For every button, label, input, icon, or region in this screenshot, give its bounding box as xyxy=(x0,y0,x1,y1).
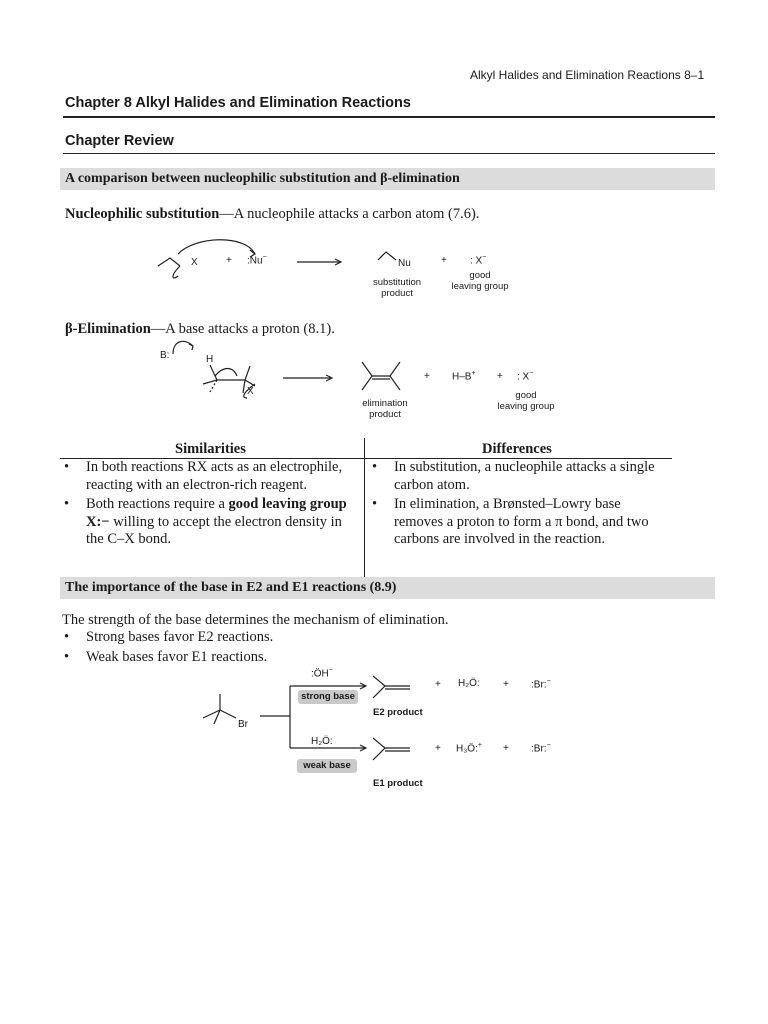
elim-beta: β xyxy=(65,321,73,337)
substitution-x: X xyxy=(191,257,198,268)
difference-item-2: • In elimination, a Brønsted–Lowry base removes a proton to form a π bond, and two carbons are involved in the reaction. xyxy=(370,496,670,549)
similarity-2-pre: Both reactions require a xyxy=(86,496,229,512)
elim-leaving-group xyxy=(517,370,533,382)
elim-cap-1: elimination xyxy=(362,398,408,409)
elim-lg-cap-1: good xyxy=(515,390,537,401)
nucleophile-attack-arrow xyxy=(178,240,255,254)
hydronium-charge: + xyxy=(477,742,482,749)
alkene-product-structure xyxy=(360,360,410,395)
nucleophile xyxy=(247,254,267,266)
elimination-plus-2: + xyxy=(497,371,503,382)
sub-lg-cap-1: good xyxy=(469,270,491,281)
elim-leaving-label: : X xyxy=(517,371,530,383)
e1-bromide-charge: − xyxy=(546,742,551,749)
similarities-header: Similarities xyxy=(175,441,246,457)
substitution-text: —A nucleophile attacks a carbon atom (7.6). xyxy=(219,206,480,222)
elimination-label: -Elimination xyxy=(72,321,151,337)
conjugate-acid xyxy=(452,370,476,382)
leaving-x-label: : X xyxy=(470,255,483,267)
base-bullet-1: • Strong bases favor E2 reactions. xyxy=(62,629,562,647)
differences-header: Differences xyxy=(482,441,552,457)
base-b: B: xyxy=(160,350,170,361)
elim-leaving-charge: − xyxy=(529,370,534,377)
weak-base-tag: weak base xyxy=(297,759,357,773)
section-title: Chapter Review xyxy=(65,133,174,149)
elimination-text: —A base attacks a proton (8.1). xyxy=(150,321,335,337)
comparison-heading xyxy=(65,171,460,187)
leaving-group-x xyxy=(470,254,486,266)
base-intro: The strength of the base determines the mechanism of elimination. xyxy=(62,612,449,628)
elim-cap-2: product xyxy=(369,409,401,420)
substitution-leaving-caption xyxy=(444,270,516,292)
product-nu: Nu xyxy=(398,258,411,269)
substitution-plus-2: + xyxy=(441,255,447,266)
nucleophile-label: :Nu xyxy=(247,255,263,267)
differences-list xyxy=(370,459,670,551)
e2-bromide xyxy=(531,678,551,690)
elimination-leaving-caption xyxy=(490,390,562,412)
elimination-plus-1: + xyxy=(424,371,430,382)
strong-base-reagent xyxy=(311,667,333,679)
elimination-x: X xyxy=(247,386,254,397)
substrate-br: Br xyxy=(238,719,248,730)
conj-acid-label: H–B xyxy=(452,371,472,383)
nucleophile-charge: − xyxy=(262,254,267,261)
base-attack-arrow xyxy=(173,341,193,354)
e2-plus-1: + xyxy=(435,679,441,690)
sub-cap-2: product xyxy=(381,288,413,299)
hydroxide-label: :ÖH xyxy=(311,668,329,680)
section-rule xyxy=(63,153,715,154)
ch-bond-arrow xyxy=(215,369,237,377)
sub-lg-cap-2: leaving group xyxy=(451,281,509,292)
similarity-2-bold: good leaving group X:− xyxy=(86,496,347,530)
weak-base-reagent: H₂Ö: xyxy=(311,736,333,747)
base-heading: The importance of the base in E2 and E1 reactions (8.9) xyxy=(65,580,397,595)
strong-base-tag: strong base xyxy=(298,690,358,704)
e2-bromide-label: :Br: xyxy=(531,679,547,691)
chapter-rule xyxy=(63,116,715,118)
table-column-divider xyxy=(364,438,365,578)
base-bullet-2: • Weak bases favor E1 reactions. xyxy=(62,649,562,667)
comparison-heading-suffix: -elimination xyxy=(387,171,460,186)
e1-plus-1: + xyxy=(435,743,441,754)
elim-lg-cap-2: leaving group xyxy=(497,401,555,412)
conj-acid-charge: + xyxy=(471,370,476,377)
sub-cap-1: substitution xyxy=(372,277,422,288)
comparison-heading-text: A comparison between nucleophilic substitution and xyxy=(65,171,381,186)
e2-water: H₂Ö: xyxy=(458,678,480,689)
e2-e1-scheme-lines xyxy=(200,676,580,786)
proton-h: H xyxy=(206,354,214,365)
e2-caption: E2 product xyxy=(373,707,423,718)
substitution-product-caption xyxy=(362,277,432,299)
similarity-item-2 xyxy=(62,496,362,549)
difference-item-1: • In substitution, a nucleophile attacks a single carbon atom. xyxy=(370,459,670,494)
leaving-x-charge: − xyxy=(482,254,487,261)
base-bullets xyxy=(62,629,562,668)
e1-bromide xyxy=(531,742,551,754)
substitution-plus-1: + xyxy=(226,255,232,266)
leaving-arrow xyxy=(173,266,180,278)
e1-caption: E1 product xyxy=(373,778,423,789)
e1-bromide-label: :Br: xyxy=(531,743,547,755)
hydronium-label: H₃Ö: xyxy=(456,743,478,755)
similarity-item-1: • In both reactions RX acts as an electrophile, reacting with an electron-rich reagent. xyxy=(62,459,362,494)
beta-symbol: β xyxy=(380,171,388,186)
e1-hydronium xyxy=(456,742,482,754)
hydroxide-charge: − xyxy=(328,667,333,674)
elimination-product-caption xyxy=(350,398,420,420)
substitution-label: Nucleophilic substitution xyxy=(65,206,220,222)
similarity-2-post: willing to accept the electron density in the C–X bond. xyxy=(86,513,342,547)
e2-bromide-charge: − xyxy=(546,678,551,685)
running-head: Alkyl Halides and Elimination Reactions 8–1 xyxy=(470,68,705,82)
similarities-list xyxy=(62,459,362,551)
e2-plus-2: + xyxy=(503,679,509,690)
chapter-title: Chapter 8 Alkyl Halides and Elimination Reactions xyxy=(65,95,411,111)
e1-plus-2: + xyxy=(503,743,509,754)
substitution-line xyxy=(65,206,479,223)
